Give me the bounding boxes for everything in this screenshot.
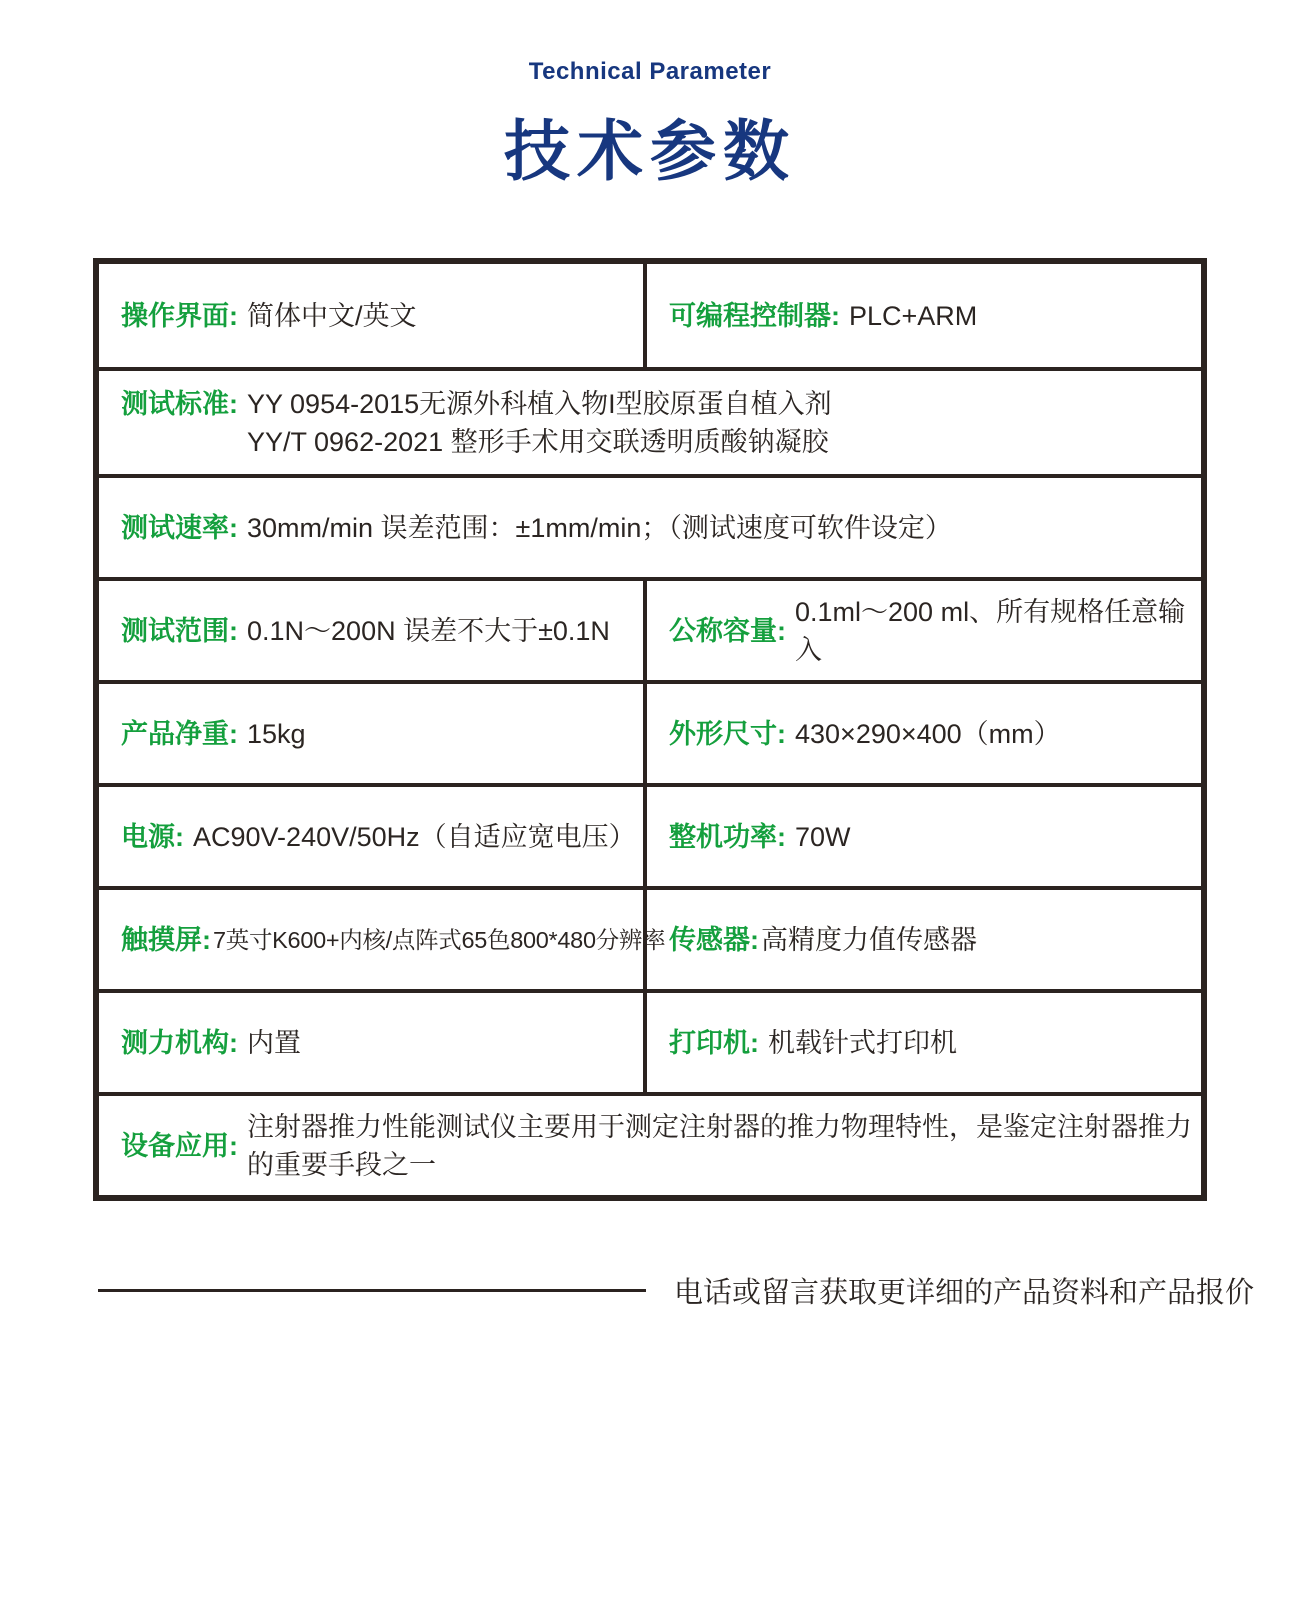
spec-value: 7英寸K600+内核/点阵式65色800*480分辨率 <box>213 926 666 953</box>
spec-cell <box>99 371 1201 474</box>
spec-value: 高精度力值传感器 <box>761 924 977 955</box>
spec-cell <box>99 1096 1201 1195</box>
spec-label: 整机功率: <box>669 821 786 852</box>
spec-cell <box>643 787 1201 886</box>
page-header <box>0 58 1300 193</box>
spec-label: 打印机: <box>669 1027 759 1058</box>
spec-label: 测力机构: <box>121 1027 238 1058</box>
spec-value: PLC+ARM <box>849 300 978 331</box>
spec-value: 70W <box>795 821 851 852</box>
spec-value <box>247 385 832 461</box>
spec-cell <box>99 890 666 989</box>
spec-cell <box>643 264 1201 367</box>
spec-value-line: YY 0954-2015无源外科植入物I型胶原蛋自植入剂 <box>247 388 832 419</box>
spec-label: 外形尺寸: <box>669 718 786 749</box>
spec-value: AC90V-240V/50Hz（自适应宽电压） <box>193 821 636 852</box>
spec-label: 传感器: <box>669 924 759 955</box>
table-row-test-speed <box>99 474 1201 577</box>
spec-value: 内置 <box>247 1027 301 1058</box>
spec-cell <box>99 581 643 680</box>
spec-label: 触摸屏: <box>121 924 211 955</box>
spec-cell <box>99 264 643 367</box>
spec-value-line: YY/T 0962-2021 整形手术用交联透明质酸钠凝胶 <box>247 426 829 457</box>
spec-cell <box>643 890 1201 989</box>
spec-value: 0.1N～200N 误差不大于±0.1N <box>247 615 610 646</box>
spec-value: 430×290×400（mm） <box>795 718 1061 749</box>
spec-label: 测试范围: <box>121 615 238 646</box>
spec-label: 可编程控制器: <box>669 300 840 331</box>
spec-value: 注射器推力性能测试仪主要用于测定注射器的推力物理特性，是鉴定注射器推力的重要手段之一 <box>247 1111 1192 1180</box>
table-row-operation-interface <box>99 264 1201 367</box>
spec-label: 测试速率: <box>121 512 238 543</box>
table-row-force-mechanism <box>99 989 1201 1092</box>
spec-value: 15kg <box>247 718 306 749</box>
footer-note: 电话或留言获取更详细的产品资料和产品报价 <box>674 1276 1255 1309</box>
spec-label: 测试标准: <box>121 388 238 419</box>
spec-value: 30mm/min 误差范围：±1mm/min；（测试速度可软件设定） <box>247 512 952 543</box>
spec-label: 操作界面: <box>121 300 238 331</box>
footer <box>98 1268 1255 1312</box>
spec-label: 电源: <box>121 821 184 852</box>
spec-value: 机载针式打印机 <box>768 1027 957 1058</box>
divider-line <box>98 1289 646 1292</box>
spec-cell <box>99 684 643 783</box>
table-row-application <box>99 1092 1201 1195</box>
spec-cell <box>643 684 1201 783</box>
spec-cell <box>99 787 643 886</box>
spec-value: 简体中文/英文 <box>247 300 417 331</box>
spec-label: 产品净重: <box>121 718 238 749</box>
spec-cell <box>99 478 1201 577</box>
spec-value: 0.1ml～200 ml、所有规格任意输入 <box>795 596 1186 665</box>
spec-cell <box>643 581 1201 680</box>
spec-cell <box>643 993 1201 1092</box>
table-row-power-supply <box>99 783 1201 886</box>
table-row-test-range <box>99 577 1201 680</box>
table-row-touch-screen <box>99 886 1201 989</box>
page-title: 技术参数 <box>504 114 796 188</box>
spec-label: 设备应用: <box>121 1130 238 1161</box>
table-row-test-standard <box>99 367 1201 474</box>
table-row-net-weight <box>99 680 1201 783</box>
spec-cell <box>99 993 643 1092</box>
spec-table <box>93 258 1207 1201</box>
header-subtitle-en: Technical Parameter <box>528 58 772 85</box>
spec-label: 公称容量: <box>669 615 786 646</box>
